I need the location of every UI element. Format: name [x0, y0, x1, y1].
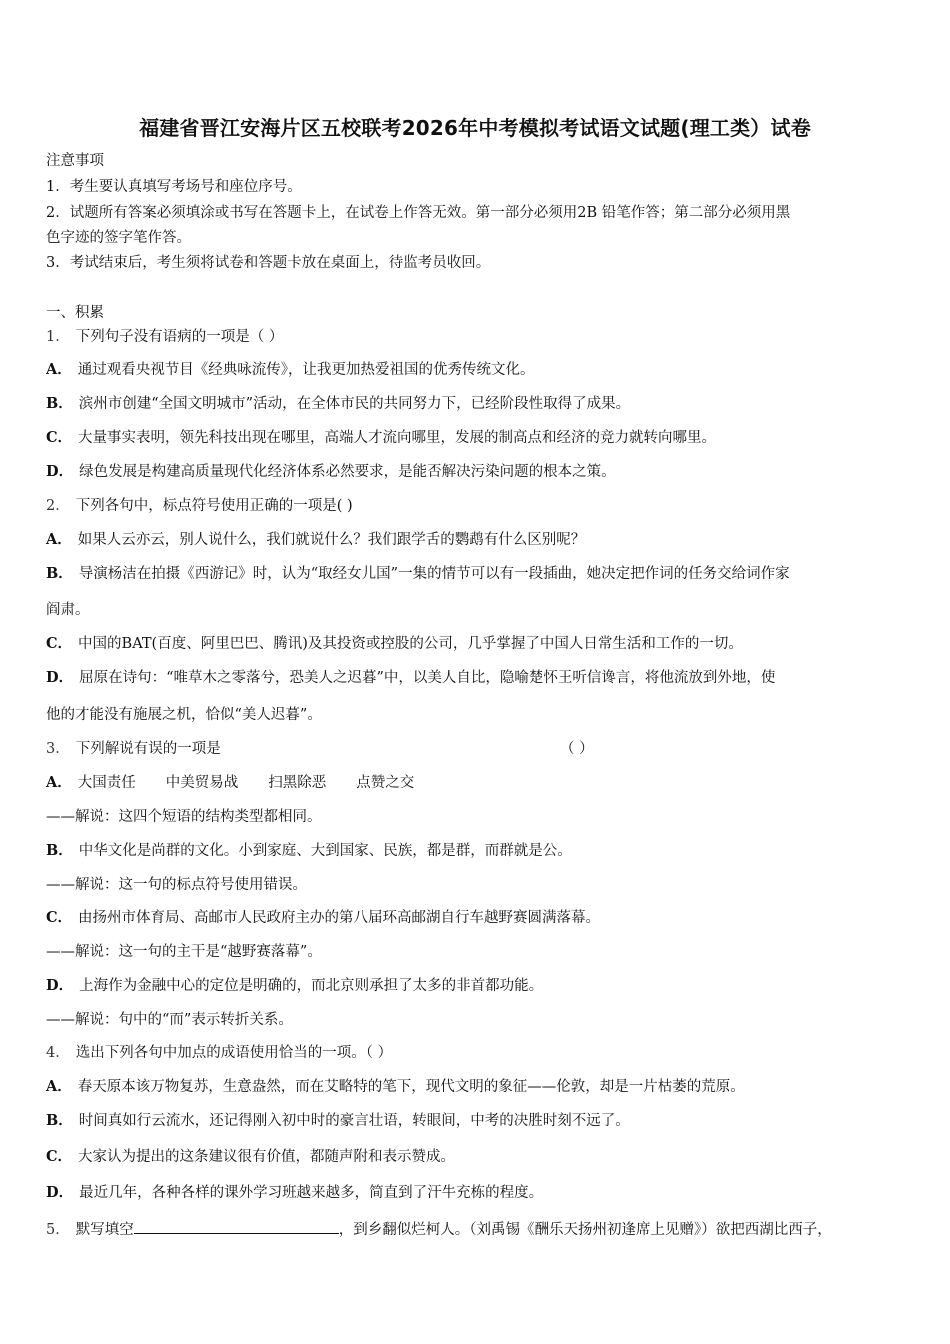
- option-label: C．: [46, 635, 73, 652]
- q2-option-d-cont: 他的才能没有施展之机，恰似“美人迟暮”。: [46, 707, 322, 723]
- option-text: 大量事实表明，领先科技出现在哪里，高端人才流向哪里，发展的制高点和经济的竞力就转向哪里。: [78, 430, 717, 446]
- q4-option-a: [46, 1077, 906, 1097]
- question-4: [46, 1043, 906, 1063]
- q1-option-c: [46, 428, 906, 448]
- notice-item-1: 1．考生要认真填写考场号和座位序号。: [46, 179, 302, 195]
- q3-option-b-note: ——解说：这一句的标点符号使用错误。: [46, 877, 307, 893]
- q2-option-b-cont: 阎肃。: [46, 602, 90, 618]
- q2-option-d: [46, 668, 906, 688]
- option-label: B．: [46, 1112, 73, 1129]
- q1-option-b: [46, 394, 906, 414]
- option-text: 如果人云亦云，别人说什么，我们就说什么？我们跟学舌的鹦鹉有什么区别呢？: [77, 532, 586, 548]
- q4-option-b: [46, 1111, 906, 1131]
- option-label: C．: [46, 909, 73, 926]
- q1-option-d: [46, 462, 906, 482]
- question-stem: 默写填空: [75, 1222, 134, 1238]
- option-label: A．: [46, 531, 72, 548]
- option-text: 上海作为金融中心的定位是明确的，而北京则承担了太多的非首都功能。: [79, 978, 544, 994]
- question-5: [46, 1219, 906, 1240]
- option-text: 中华文化是尚群的文化。小到家庭、大到国家、民族，都是群，而群就是公。: [78, 843, 572, 859]
- option-text: 春天原本该万物复苏，生意盎然，而在艾略特的笔下，现代文明的象征——伦敦，却是一片枯萎的荒原。: [77, 1079, 745, 1095]
- q3-option-d-note: ——解说：句中的“而”表示转折关系。: [46, 1012, 293, 1028]
- q1-option-a: [46, 360, 906, 380]
- q3-option-c-note: ——解说：这一句的主干是“越野赛落幕”。: [46, 944, 322, 960]
- option-text: 时间真如行云流水，还记得刚入初中时的豪言壮语，转眼间，中考的决胜时刻不远了。: [78, 1113, 630, 1129]
- question-1: [46, 327, 906, 347]
- notice-heading: 注意事项: [46, 153, 104, 169]
- q4-option-d: [46, 1183, 906, 1203]
- option-label: D．: [46, 669, 74, 686]
- option-label: D．: [46, 1184, 74, 1201]
- option-label: C．: [46, 1148, 73, 1165]
- q3-option-d: [46, 976, 906, 996]
- option-label: B．: [46, 842, 73, 859]
- question-stem: 选出下列各句中加点的成语使用恰当的一项。（ ）: [75, 1045, 393, 1061]
- option-text: 最近几年，各种各样的课外学习班越来越多，简直到了汗牛充栋的程度。: [79, 1185, 544, 1201]
- option-label: B．: [46, 395, 73, 412]
- page-title: 福建省晋江安海片区五校联考2026年中考模拟考试语文试题(理工类）试卷: [139, 116, 811, 140]
- question-number: 1．: [46, 329, 70, 345]
- question-number: 5．: [46, 1222, 70, 1238]
- option-label: A．: [46, 1078, 72, 1095]
- option-label: A．: [46, 774, 72, 791]
- fill-blank[interactable]: [134, 1219, 339, 1234]
- section-heading: 一、积累: [46, 305, 104, 321]
- option-text: 由扬州市体育局、高邮市人民政府主办的第八届环高邮湖自行车越野赛圆满落幕。: [78, 910, 601, 926]
- option-text: 中国的BAT(百度、阿里巴巴、腾讯)及其投资或控股的公司，几乎掌握了中国人日常生活和工作的一切。: [78, 636, 743, 652]
- phrase-1: 大国责任: [77, 775, 136, 791]
- question-number: 2．: [46, 498, 70, 514]
- question-stem: 下列各句中，标点符号使用正确的一项是( ): [75, 498, 353, 514]
- q3-option-a-note: ——解说：这四个短语的结构类型都相同。: [46, 809, 322, 825]
- option-label: B．: [46, 565, 73, 582]
- question-number: 3．: [46, 741, 70, 757]
- q3-option-b: [46, 841, 906, 861]
- q3-option-a: [46, 773, 906, 793]
- question-3: [46, 739, 906, 759]
- notice-item-3: 3．考试结束后，考生须将试卷和答题卡放在桌面上，待监考员收回。: [46, 255, 491, 271]
- question-stem-cont: ，到乡翻似烂柯人。（刘禹锡《酬乐天扬州初逢席上见赠》）欲把西湖比西子，: [338, 1222, 832, 1238]
- q2-option-b: [46, 564, 906, 584]
- option-text: 导演杨洁在拍摄《西游记》时，认为“取经女儿国”一集的情节可以有一段插曲，她决定把作词的任务交给词作家: [78, 566, 790, 582]
- question-number: 4．: [46, 1045, 70, 1061]
- q2-option-a: [46, 530, 906, 550]
- option-label: A．: [46, 361, 72, 378]
- phrase-4: 点赞之交: [356, 775, 415, 791]
- option-text: 滨州市创建“全国文明城市”活动，在全体市民的共同努力下，已经阶段性取得了成果。: [78, 396, 631, 412]
- notice-item-2-cont: 色字迹的签字笔作答。: [46, 230, 191, 246]
- q2-option-c: [46, 634, 906, 654]
- question-stem: 下列句子没有语病的一项是（ ）: [75, 329, 284, 345]
- option-text: 屈原在诗句：“唯草木之零落兮，恐美人之迟暮”中，以美人自比，隐喻楚怀王听信谗言，将他流放到外地，使: [79, 670, 776, 686]
- q3-option-c: [46, 908, 906, 928]
- answer-paren: （ ）: [560, 741, 594, 757]
- question-2: [46, 496, 906, 516]
- option-text: 大家认为提出的这条建议很有价值，都随声附和表示赞成。: [78, 1149, 456, 1165]
- option-text: 绿色发展是构建高质量现代化经济体系必然要求，是能否解决污染问题的根本之策。: [79, 464, 616, 480]
- option-label: D．: [46, 463, 74, 480]
- q4-option-c: [46, 1147, 906, 1167]
- question-stem: 下列解说有误的一项是: [75, 741, 221, 757]
- phrase-2: 中美贸易战: [165, 775, 239, 791]
- option-label: D．: [46, 977, 74, 994]
- option-text: 通过观看央视节目《经典咏流传》，让我更加热爱祖国的优秀传统文化。: [77, 362, 535, 378]
- phrase-3: 扫黑除恶: [268, 775, 327, 791]
- notice-item-2: 2．试题所有答案必须填涂或书写在答题卡上，在试卷上作答无效。第一部分必须用2B 铅笔作答；第二部分必须用黑: [46, 205, 791, 221]
- option-label: C．: [46, 429, 73, 446]
